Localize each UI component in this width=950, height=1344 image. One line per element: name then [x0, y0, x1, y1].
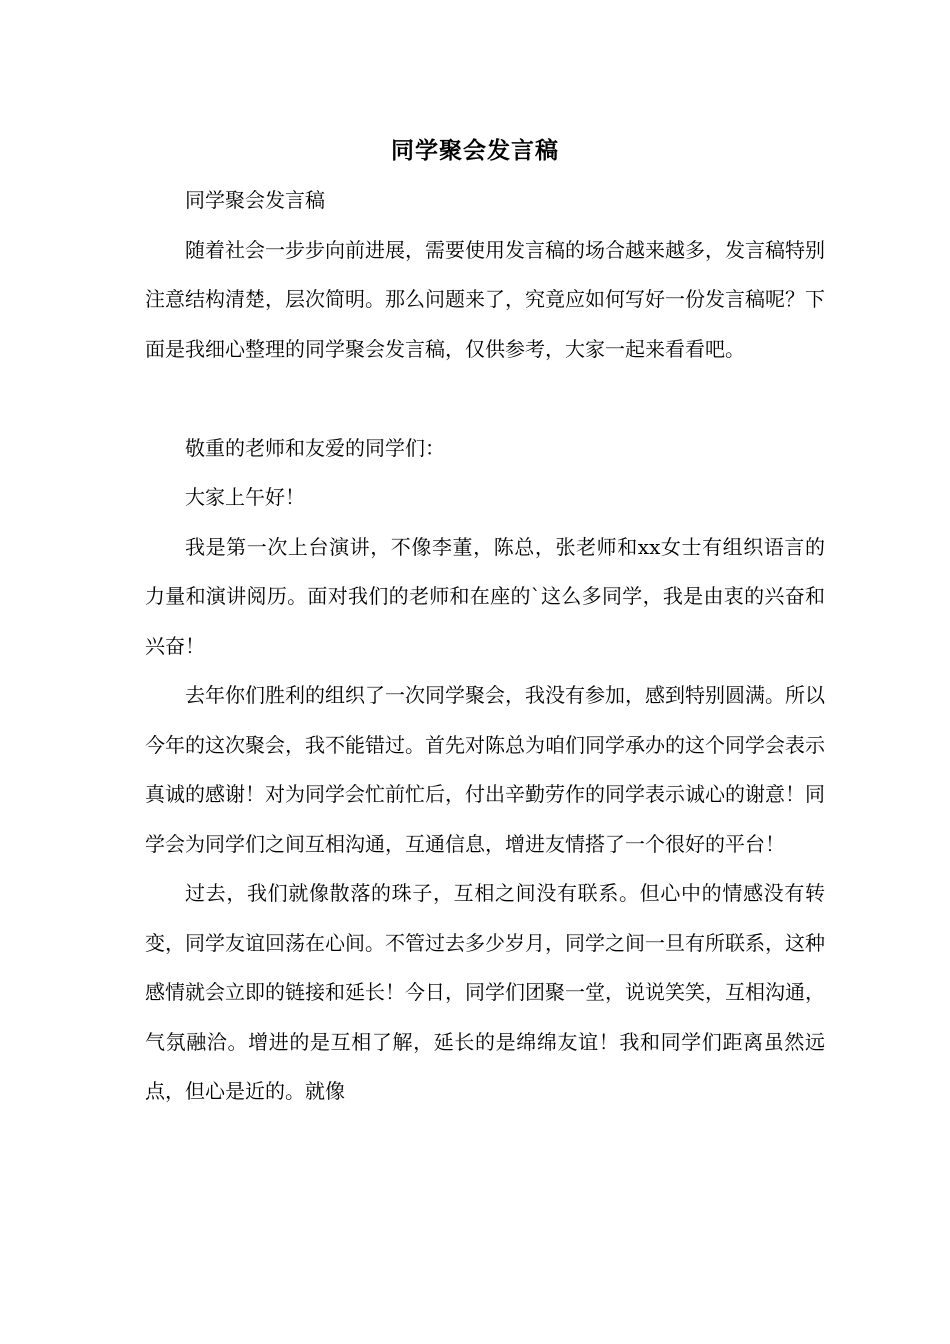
blank-line [145, 374, 825, 424]
paragraph-body-3: 过去，我们就像散落的珠子，互相之间没有联系。但心中的情感没有转变，同学友谊回荡在心间。不管过去多少岁月，同学之间一旦有所联系，这种感情就会立即的链接和延长！今日，同学们团聚一堂，说说笑笑，互相沟通，气氛融洽。增进的是互相了解，延长的是绵绵友谊！我和同学们距离虽然远点，但心是近的。就像 [145, 881, 825, 1103]
paragraph-intro: 随着社会一步步向前进展，需要使用发言稿的场合越来越多，发言稿特别注意结构清楚，层次简明。那么问题来了，究竟应如何写好一份发言稿呢？下面是我细心整理的同学聚会发言稿，仅供参考，大家一起来看看吧。 [145, 237, 825, 361]
paragraph-salutation: 敬重的老师和友爱的同学们： [185, 435, 445, 460]
paragraph-body-1: 我是第一次上台演讲，不像李董，陈总，张老师和xx女士有组织语言的力量和演讲阅历。面对我们的老师和在座的`这么多同学，我是由衷的兴奋和兴奋！ [145, 534, 825, 658]
document-title: 同学聚会发言稿 [391, 137, 559, 164]
paragraph-body-2: 去年你们胜利的组织了一次同学聚会，我没有参加，感到特别圆满。所以今年的这次聚会，我不能错过。首先对陈总为咱们同学承办的这个同学会表示真诚的感谢！对为同学会忙前忙后，付出辛勤劳作的同学表示诚心的谢意！同学会为同学们之间互相沟通，互通信息，增进友情搭了一个很好的平台！ [145, 683, 825, 856]
paragraph-heading: 同学聚会发言稿 [185, 188, 325, 212]
paragraph-greeting: 大家上午好！ [185, 485, 305, 509]
document-body [145, 176, 825, 1117]
